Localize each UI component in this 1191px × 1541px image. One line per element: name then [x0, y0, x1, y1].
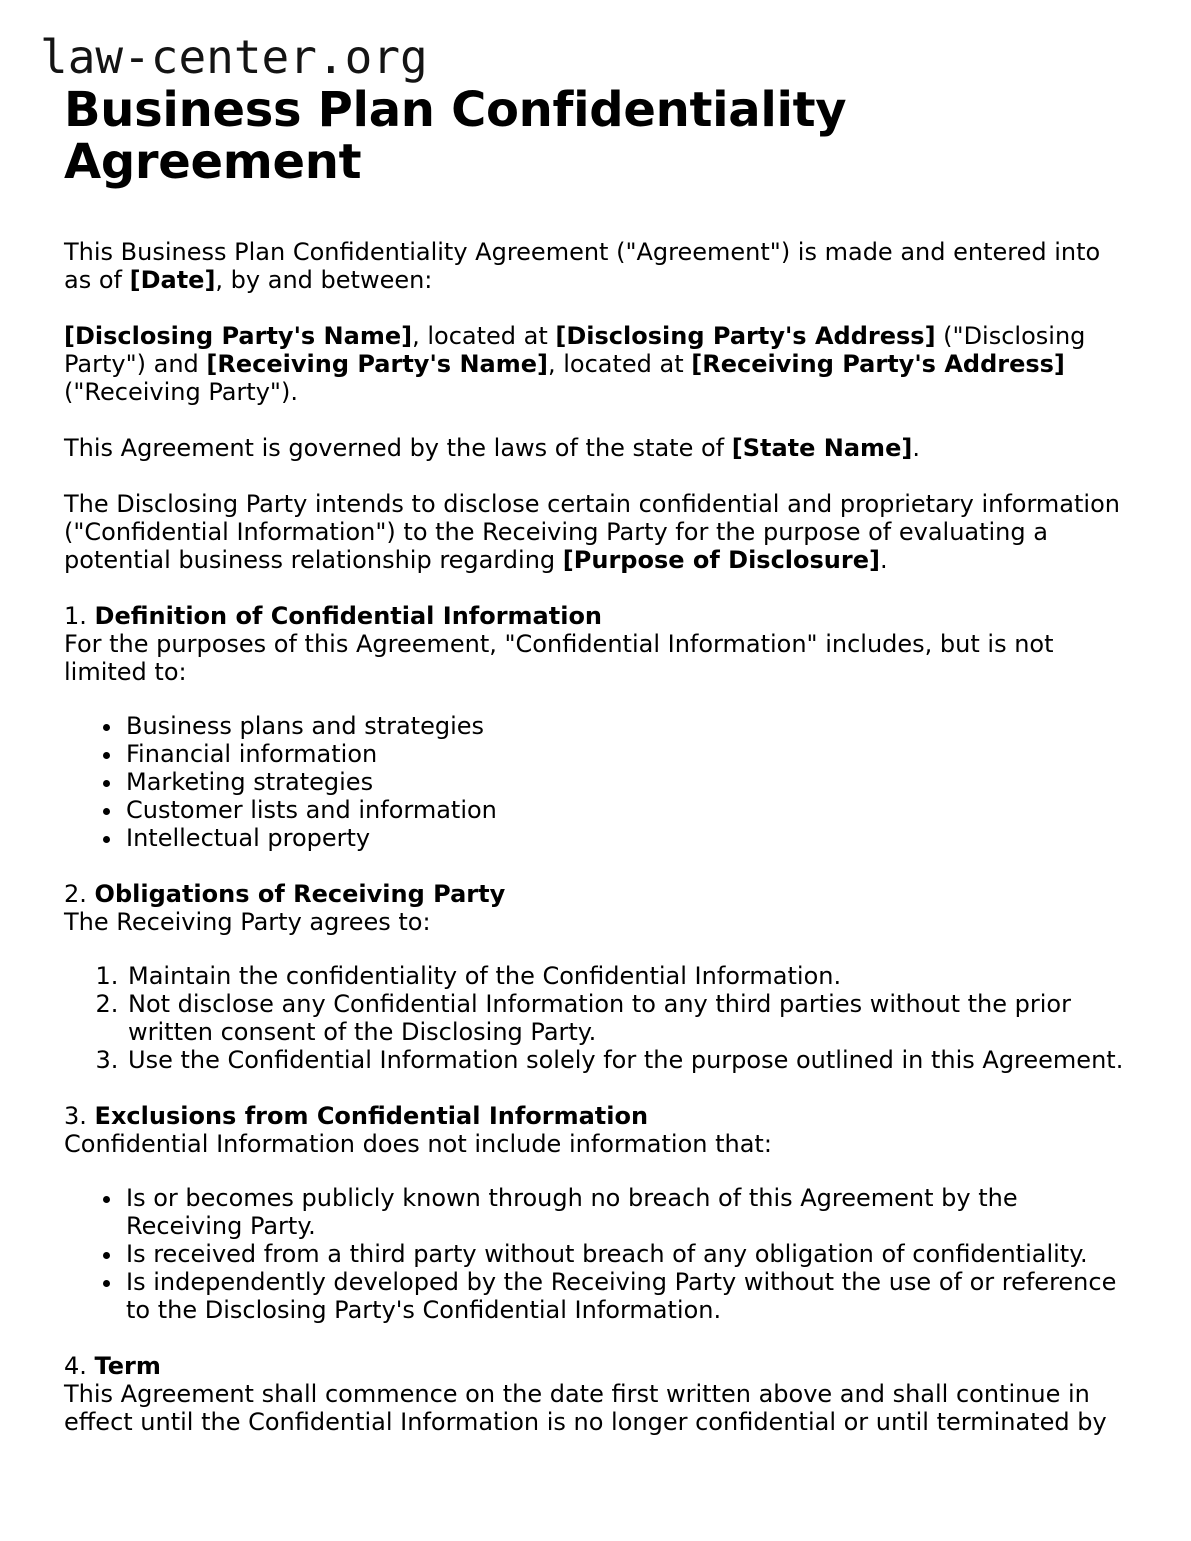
intro-p1-text-c: , by and between:	[215, 266, 433, 294]
section-heading-4	[64, 1352, 1124, 1380]
section-3-list	[64, 1184, 1124, 1324]
section-heading-3	[64, 1102, 1124, 1130]
list-item: • Is or becomes publicly known through no breach of this Agreement by the Receiving Party.	[124, 1184, 1124, 1240]
placeholder-disclosing-party-name: [Disclosing Party's Name]	[64, 322, 413, 350]
section-title-4: Term	[94, 1352, 161, 1380]
placeholder-receiving-party-name: [Receiving Party's Name]	[206, 350, 548, 378]
intro-p4-text-c: .	[879, 546, 888, 574]
intro-paragraph-1	[64, 238, 1124, 294]
section-4-intro: This Agreement shall commence on the date first written above and shall continue in effect until the Confidential Information is no longer confidential or until terminated by	[64, 1380, 1107, 1436]
section-1-list	[64, 712, 1124, 852]
intro-p3-text-a: This Agreement is governed by the laws of the state of	[64, 434, 732, 462]
section-title-2: Obligations of Receiving Party	[94, 880, 506, 908]
section-3-intro: Confidential Information does not include information that:	[64, 1130, 772, 1158]
list-item: 2. Not disclose any Confidential Information to any third parties without the prior written consent of the Disclosing Party.	[126, 990, 1124, 1046]
site-brand-url: law-center.org	[40, 30, 428, 84]
section-heading-1	[64, 602, 1124, 630]
intro-p2-text-f: , located at	[547, 350, 692, 378]
placeholder-date: [Date]	[129, 266, 216, 294]
page-title: Business Plan Confidentiality Agreement	[64, 82, 847, 190]
section-1-intro: For the purposes of this Agreement, "Confidential Information" includes, but is not limited to:	[64, 630, 1054, 686]
intro-p2-text-d: ("Disclosing Party") and	[64, 322, 1086, 378]
section-2-intro: The Receiving Party agrees to:	[64, 908, 431, 936]
list-item: 3. Use the Confidential Information solely for the purpose outlined in this Agreement.	[126, 1046, 1124, 1074]
intro-p2-text-b: , located at	[412, 322, 556, 350]
section-2-list	[64, 962, 1124, 1074]
section-number-1: 1.	[64, 602, 87, 630]
list-item: • Financial information	[124, 740, 1124, 768]
section-title-1: Definition of Confidential Information	[94, 602, 603, 630]
list-item: • Marketing strategies	[124, 768, 1124, 796]
intro-p3-text-c: .	[912, 434, 920, 462]
section-number-3: 3.	[64, 1102, 87, 1130]
intro-paragraph-4	[64, 490, 1124, 574]
list-item: • Is independently developed by the Receiving Party without the use of or reference to the Disclosing Party's Confidential Information.	[124, 1268, 1124, 1324]
section-title-3: Exclusions from Confidential Information	[94, 1102, 649, 1130]
placeholder-purpose-of-disclosure: [Purpose of Disclosure]	[562, 546, 880, 574]
section-number-4: 4.	[64, 1352, 87, 1380]
intro-p2-text-h: ("Receiving Party").	[64, 378, 298, 406]
placeholder-state-name: [State Name]	[731, 434, 913, 462]
list-item: • Is received from a third party without breach of any obligation of confidentiality.	[124, 1240, 1124, 1268]
intro-p1-text-a: This Business Plan Confidentiality Agreement ("Agreement") is made and entered into as of	[64, 238, 1101, 294]
section-heading-2	[64, 880, 1124, 908]
intro-paragraph-3	[64, 434, 1124, 462]
list-item: 1. Maintain the confidentiality of the Confidential Information.	[126, 962, 1124, 990]
list-item: • Business plans and strategies	[124, 712, 1124, 740]
document-body	[64, 84, 1124, 1436]
intro-paragraph-2	[64, 322, 1124, 406]
intro-p4-text-a: The Disclosing Party intends to disclose certain confidential and proprietary information ("Confidential Information") to the Receiving Party for the purpose of evaluating a potential business relationship regarding	[64, 490, 1120, 574]
list-item: • Intellectual property	[124, 824, 1124, 852]
section-number-2: 2.	[64, 880, 87, 908]
list-item: • Customer lists and information	[124, 796, 1124, 824]
placeholder-receiving-party-address: [Receiving Party's Address]	[691, 350, 1065, 378]
placeholder-disclosing-party-address: [Disclosing Party's Address]	[555, 322, 936, 350]
